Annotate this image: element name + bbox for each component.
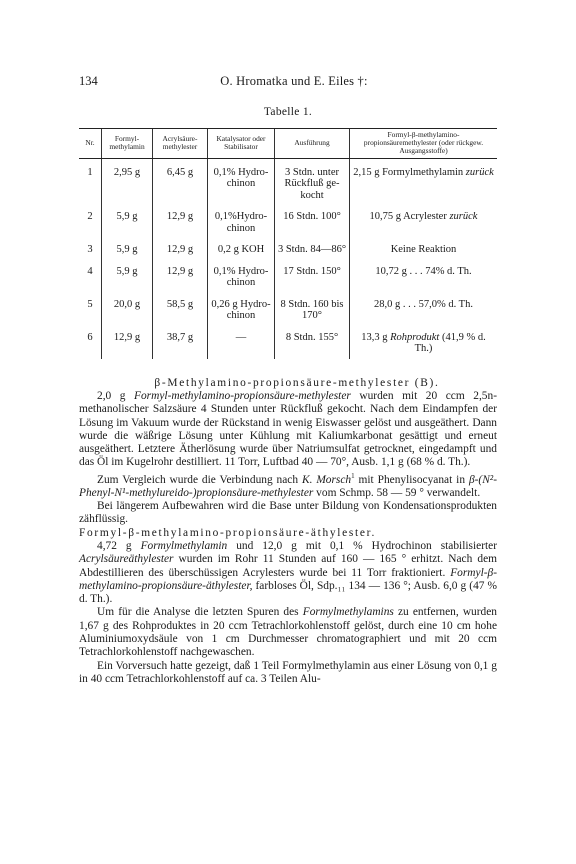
compound-name: Formylmethylamins [302,606,394,619]
cell-nr: 1 [87,166,93,178]
page-number: 134 [79,74,98,88]
cell-acryl: 12,9 g [153,260,208,293]
table-header-row [79,129,497,159]
text-run: Zum Vergleich wurde die Verbindung nach [97,473,302,486]
text-run: wurden im Rohr 11 Stunden auf 160 — 165 ° erhitzt. Nach dem Abdestillieren des überschüssigen Acrylesters wurde bei 11 Torr fraktioniert. [79,553,497,579]
cell-nr: 6 [87,331,93,343]
cell-acryl: 38,7 g [153,326,208,359]
cell-nr: 2 [87,211,93,223]
compound-name: Acrylsäureäthylester [79,553,174,566]
text-run: Um für die Analyse die letzten Spuren des [97,606,303,619]
table-row [79,326,497,359]
cell-ergebnis-emph: Rohprodukt [390,331,440,343]
cell-acryl: 12,9 g [153,205,208,238]
text-run: zu entfernen, wurden 1,67 g des Rohproduktes in 20 ccm Tetrachlorkohlenstoff gelöst, durch eine 10 cm hohe Aluminiumoxydsäule von 1 cm Durchmesser chromatographiert und mit 20 ccm Tetrachlorkohlenstoff nachgewaschen. [79,606,497,659]
text-run: und 12,0 g mit 0,1 % Hydrochinon stabilisierter [227,539,497,552]
cell-nr: 4 [87,265,93,277]
cell-katalysator: — [208,326,275,359]
cell-ergebnis-text: 13,3 g [361,331,388,343]
cell-ergebnis-emph: zurück [449,211,478,223]
compound-name: Formyl-β-methylamino-propionsäure-äthylester, [79,566,497,592]
cell-formyl: 20,0 g [102,293,153,326]
section-heading: Formyl-β-methylamino-propionsäure-äthylester. [79,526,377,539]
cell-acryl: 6,45 g [153,158,208,205]
cell-ausfuehrung: 3 Stdn. 84—86° [275,238,350,260]
table-row [79,260,497,293]
cell-formyl: 5,9 g [102,260,153,293]
running-header [79,74,497,94]
table-row [79,238,497,260]
cell-acryl: 12,9 g [153,238,208,260]
text-run: 4,72 g [97,539,141,552]
col-header-formylmethylamin: Formyl-methylamin [102,129,153,159]
cell-formyl: 5,9 g [102,238,153,260]
table-row [79,158,497,205]
running-head: O. Hromatka und E. Eiles †: [220,74,368,88]
cell-ergebnis-text: Keine Reaktion [390,244,457,256]
paragraph [79,606,497,659]
paragraph: Ein Vorversuch hatte gezeigt, daß 1 Teil Formylmethylamin aus einer Lösung von 0,1 g in 40 ccm Tetrachlorkohlenstoff auf ca. 3 Teilen Alu- [79,659,497,685]
cell-nr: 3 [87,244,93,256]
cell-ergebnis [350,158,498,205]
cell-katalysator: 0,1%Hydro-chinon [208,205,275,238]
cell-formyl: 12,9 g [102,326,153,359]
col-header-ausfuehrung: Ausführung [275,129,350,159]
compound-name: β-(N²-Phenyl-N¹-methylureido-)propionsäure-methylester [79,473,498,499]
footnote-ref: 1 [351,471,355,480]
paragraph [79,540,497,606]
results-table [79,128,497,359]
paragraph: Bei längerem Aufbewahren wird die Base unter Bildung von Kondensationsprodukten zähflüssig. [79,500,497,526]
cell-ergebnis [350,260,498,293]
text-run: mit Phenylisocyanat in [354,473,469,486]
cell-katalysator: 0,1% Hydro-chinon [208,260,275,293]
compound-name: Formyl-methylamino-propionsäure-methylester [134,389,351,402]
text-run: 2,0 g [97,389,135,402]
cell-ausfuehrung: 8 Stdn. 160 bis 170° [275,293,350,326]
author-name: K. Morsch [301,473,352,486]
cell-ausfuehrung: 16 Stdn. 100° [275,205,350,238]
cell-formyl: 2,95 g [102,158,153,205]
cell-katalysator: 0,26 g Hydro-chinon [208,293,275,326]
text-run: farbloses Öl, Sdp.₁₁ 134 — 136 °; Ausb. 6,0 g (47 % d. Th.). [79,579,497,606]
cell-ergebnis [350,326,498,359]
table-row [79,205,497,238]
cell-ergebnis-text: 2,15 g Formylmethylamin [353,166,464,178]
compound-name: Formylmethylamin [140,539,228,552]
text-run: wurden mit 20 ccm 2,5n-methanolischer Salzsäure 4 Stunden unter Rückfluß gekocht. Nach dem Eindampfen der Lösung im Vakuum wurde der Rückstand in wenig Eiswasser gelöst und ausgeäthert. Dann wurde die wäßrige Lösung unter Kühlung mit Kaliumkarbonat gesättigt und erneut ausgeäthert. Letztere Ätherlösung wurde über Natriumsulfat getrocknet, eingedampft und das Öl im Kugelrohr destilliert. 11 Torr, Luftbad 40 — 70°, Ausb. 1,1 g (68 % d. Th.). [79,389,497,469]
paragraph [79,470,497,500]
col-header-ergebnis: Formyl-β-methylamino-propionsäuremethylester (oder rückgew. Ausgangsstoffe) [350,129,498,159]
cell-formyl: 5,9 g [102,205,153,238]
table-caption: Tabelle 1. [263,106,313,118]
paragraph [79,390,497,470]
cell-ergebnis [350,293,498,326]
cell-ergebnis-text: 10,75 g Acrylester [369,211,447,223]
cell-ergebnis-text: 10,72 g . . . 74% d. Th. [375,265,472,277]
cell-ergebnis [350,238,498,260]
cell-katalysator: 0,1% Hydro-chinon [208,158,275,205]
cell-nr: 5 [87,298,93,310]
cell-ergebnis-tail: (41,9 % d. Th.) [414,331,486,355]
col-header-nr: Nr. [79,129,102,159]
cell-katalysator: 0,2 g KOH [208,238,275,260]
table-row [79,293,497,326]
section-heading: β-Methylamino-propionsäure-methylester (B). [154,376,440,389]
cell-ergebnis [350,205,498,238]
text-run: vom Schmp. 58 — 59 ° verwandelt. [313,486,481,499]
cell-ausfuehrung: 17 Stdn. 150° [275,260,350,293]
cell-ergebnis-emph: zurück [465,166,494,178]
article-body [79,377,497,687]
cell-ausfuehrung: 8 Stdn. 155° [275,326,350,359]
cell-ausfuehrung: 3 Stdn. unter Rückfluß ge-kocht [275,158,350,205]
col-header-katalysator: Katalysator oder Stabilisator [208,129,275,159]
col-header-acrylester: Acrylsäure-methylester [153,129,208,159]
cell-acryl: 58,5 g [153,293,208,326]
cell-ergebnis-text: 28,0 g . . . 57,0% d. Th. [374,298,473,310]
page [79,74,497,686]
